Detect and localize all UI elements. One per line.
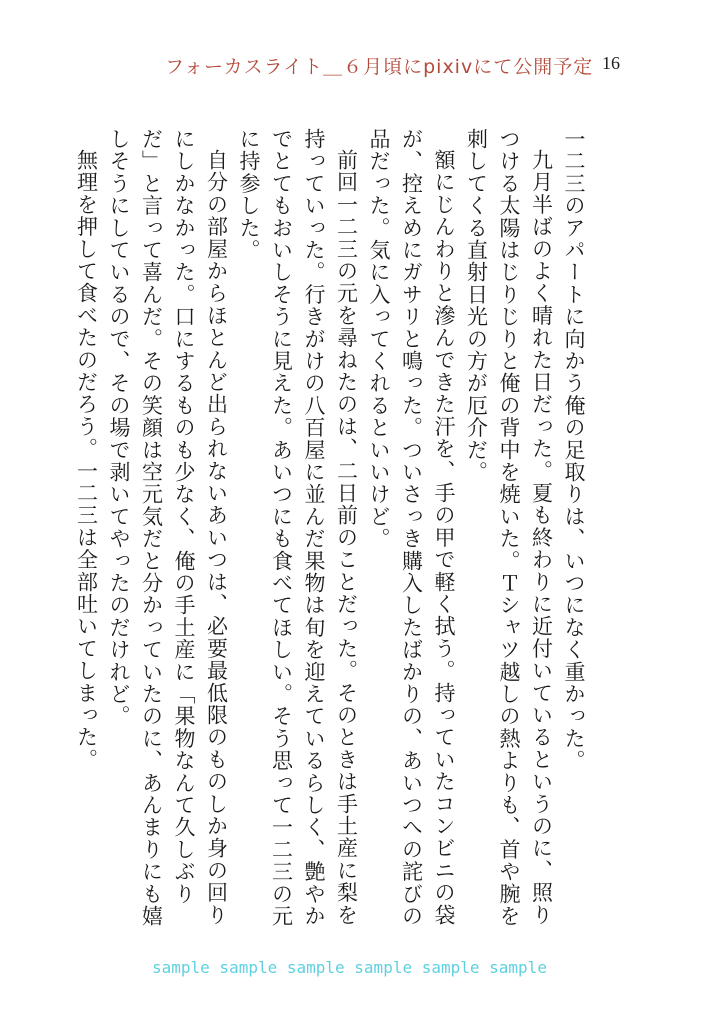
paragraph-1: 一二三のアパートに向かう俺の足取りは、いつになく重かった。 <box>562 128 586 772</box>
paragraph-5: 自分の部屋からほとんど出られないあいつは、必要最低限のものしか身の回りにしかなかった。口にするものも少なく、俺の手土産に「果物なんて久しぶりだ」と言って喜んだ。その笑顔は空元気だと分かっていたのに、あんまりにも嬉しそうにしているので、その場で剥いてやったのだけれど。 <box>107 128 229 928</box>
paragraph-6: 無理を押して食べたのだろう。一二三は全部吐いてしまった。 <box>74 149 99 771</box>
sample-watermark: sample sample sample sample sample sample <box>152 958 547 977</box>
running-header: フォーカスライト＿６月頃にpixivにて公開予定 <box>165 56 594 78</box>
vertical-body-text <box>74 128 590 928</box>
paragraph-3: 額にじんわりと滲んできた汗を、手の甲で軽く拭う。持っていたコンビニの袋が、控えめにガサリと鳴った。ついさっき購入したばかりの、あいつへの詫びの品だった。気に入ってくれるといいけど。 <box>367 128 456 928</box>
paragraph-2: 九月半ばのよく晴れた日だった。夏も終わりに近付いているというのに、照りつける太陽はじりじりと俺の背中を焼いた。Ｔシャツ越しの熱よりも、首や腕を刺してくる直射日光の方が厄介だ。 <box>464 128 554 928</box>
paragraph-4: 前回一二三の元を尋ねたのは、二日前のことだった。そのときは手土産に梨を持っていった。行きがけの八百屋に並んだ果物は旬を迎えているらしく、艶やかでとてもおいしそうに見えた。あいつにも食べてほしい。そう思って一二三の元に持参した。 <box>237 128 359 928</box>
page-number: 16 <box>602 53 620 73</box>
